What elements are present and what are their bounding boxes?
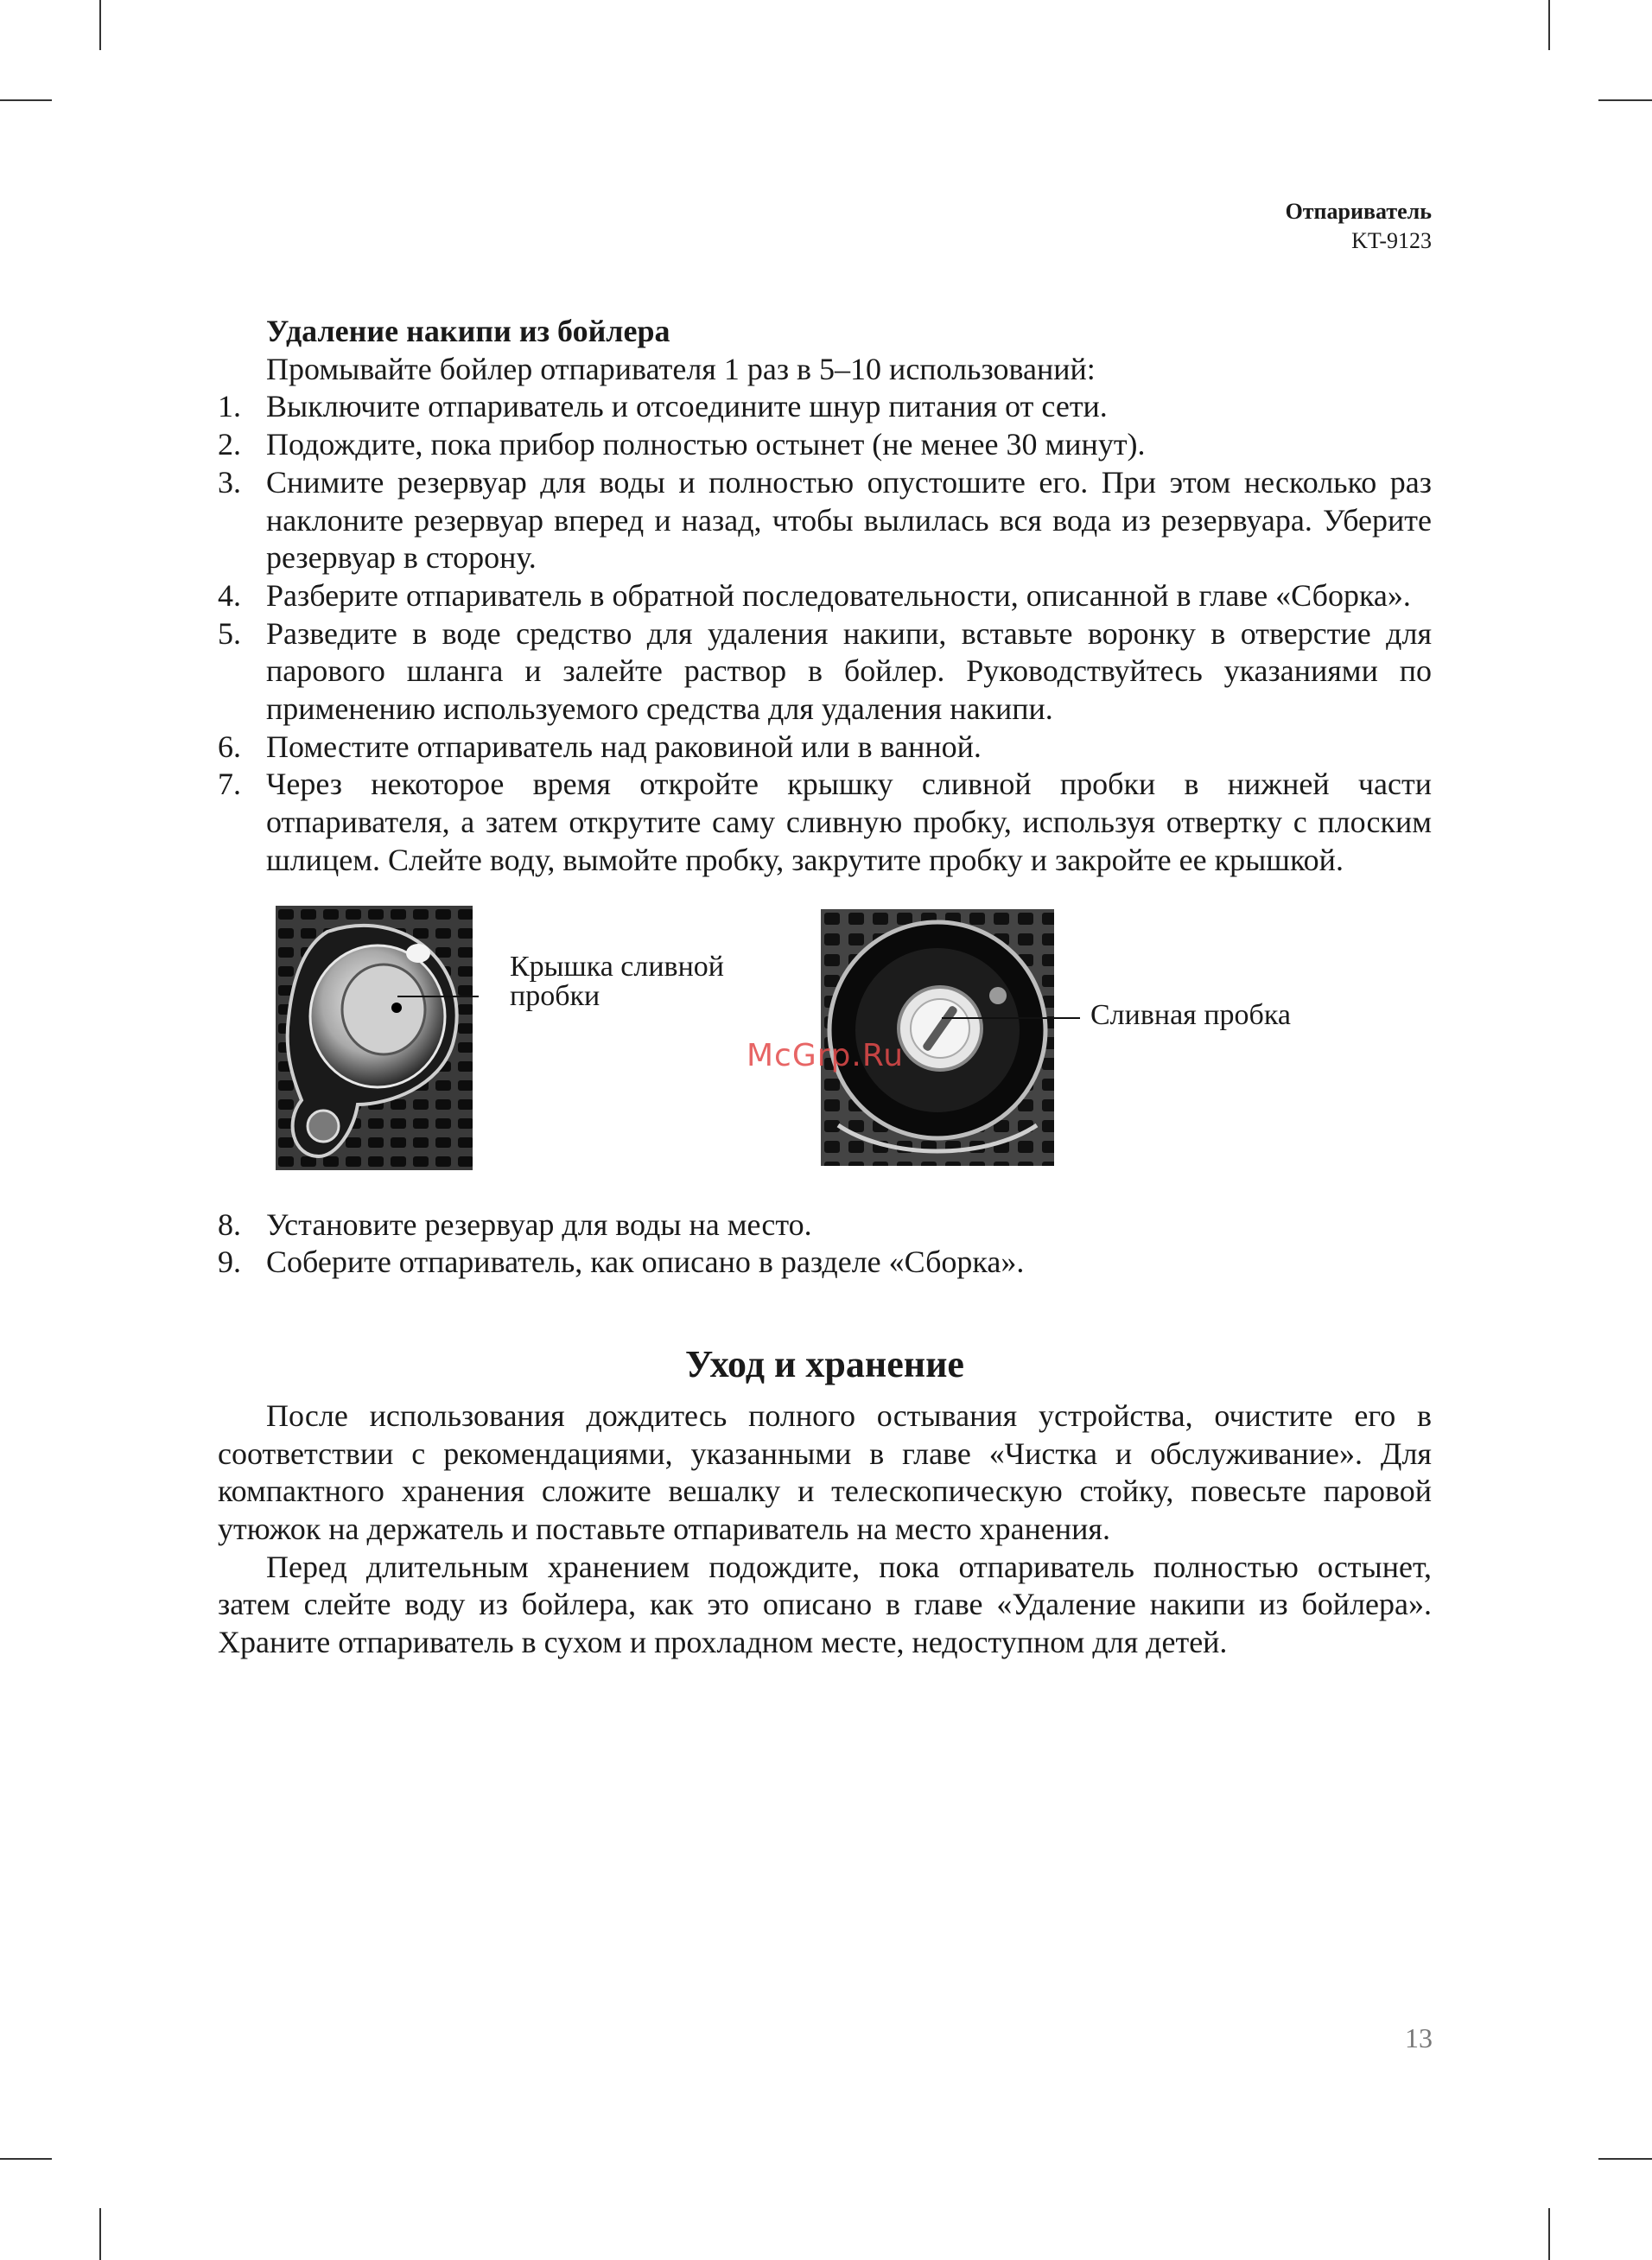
care-title: Уход и хранение [685, 1342, 964, 1385]
step-number: 6. [218, 729, 241, 764]
drain-cap-illustration [276, 906, 473, 1170]
descaling-steps [218, 388, 1432, 879]
cap-label-line2: пробки [510, 979, 600, 1012]
step-number: 3. [218, 464, 241, 500]
crop-mark [1598, 2158, 1652, 2160]
care-paragraph-2: Перед длительным хранением подождите, пока отпариватель полностью остынет, затем слейте воду из бойлера, как это описано в главе «Удаление накипи из бойлера». Храните отпариватель в сухом и прохладном месте, недоступном для детей. [218, 1549, 1432, 1660]
list-item [218, 729, 1432, 767]
cap-label-line1: Крышка сливной [510, 950, 724, 983]
step-number: 9. [218, 1245, 241, 1280]
step-text: Установите резервуар для воды на место. [266, 1206, 812, 1242]
step-text: Через некоторое время откройте крышку сливной пробки в нижней части отпаривателя, а затем открутите саму сливную пробку, используя отвертку с плоским шлицем. Слейте воду, вымойте пробку, закрутите пробку и закройте ее крышкой. [266, 767, 1432, 877]
page-content [218, 313, 1432, 1662]
plug-leader-line [942, 1017, 1054, 1019]
descaling-intro: Промывайте бойлер отпаривателя 1 раз в 5–10 использований: [266, 351, 1096, 386]
watermark-text: McGrp.Ru [747, 1037, 905, 1073]
plug-leader-line-ext [1054, 1017, 1080, 1019]
step-text: Разберите отпариватель в обратной последовательности, описанной в главе «Сборка». [266, 577, 1411, 613]
step-text: Соберите отпариватель, как описано в разделе «Сборка». [266, 1245, 1025, 1280]
step-text: Подождите, пока прибор полностью остынет (не менее 30 минут). [266, 427, 1146, 462]
step-number: 7. [218, 767, 241, 802]
step-text: Выключите отпариватель и отсоедините шнур питания от сети. [266, 389, 1108, 424]
cap-callout [510, 952, 724, 1011]
running-header [1286, 197, 1432, 256]
step-number: 5. [218, 615, 241, 651]
list-item [218, 426, 1432, 464]
step-number: 1. [218, 389, 241, 424]
crop-mark [99, 2208, 101, 2260]
crop-mark [1548, 2208, 1550, 2260]
list-item [218, 388, 1432, 426]
step-number: 8. [218, 1206, 241, 1242]
step-text: Снимите резервуар для воды и полностью опустошите его. При этом несколько раз наклоните резервуар вперед и назад, чтобы вылилась вся вода из резервуара. Уберите резервуар в сторону. [266, 464, 1432, 576]
care-paragraph-1: После использования дождитесь полного остывания устройства, очистите его в соответствии с рекомендациями, указанными в главе «Чистка и обслуживание». Для компактного хранения сложите вешалку и телескопическую стойку, повесьте паровой утюжок на держатель и поставьте отпариватель на место хранения. [218, 1397, 1432, 1547]
header-model: KT-9123 [1351, 228, 1432, 253]
page-number: 13 [1405, 2022, 1433, 2053]
crop-mark [1598, 99, 1652, 101]
list-item [218, 1244, 1432, 1282]
crop-mark [0, 99, 52, 101]
list-item [218, 766, 1432, 879]
step-number: 2. [218, 427, 241, 462]
crop-mark [0, 2158, 52, 2160]
step-number: 4. [218, 577, 241, 613]
step-text: Разведите в воде средство для удаления накипи, вставьте воронку в отверстие для парового шланга и залейте раствор в бойлер. Руководствуйтесь указаниями по применению используемого средства для удаления накипи. [266, 615, 1432, 727]
descaling-steps-continued [218, 1206, 1432, 1282]
step-text: Поместите отпариватель над раковиной или в ванной. [266, 729, 982, 764]
descaling-title: Удаление накипи из бойлера [266, 314, 670, 348]
list-item [218, 1206, 1432, 1245]
cap-leader-line [397, 996, 479, 997]
crop-mark [99, 0, 101, 50]
list-item [218, 464, 1432, 577]
header-title: Отпариватель [1285, 199, 1432, 224]
list-item [218, 615, 1432, 729]
crop-mark [1548, 0, 1550, 50]
list-item [218, 577, 1432, 615]
plug-callout: Сливная пробка [1090, 998, 1291, 1031]
figures-row [218, 894, 1432, 1196]
drain-cap-photo [276, 906, 473, 1170]
